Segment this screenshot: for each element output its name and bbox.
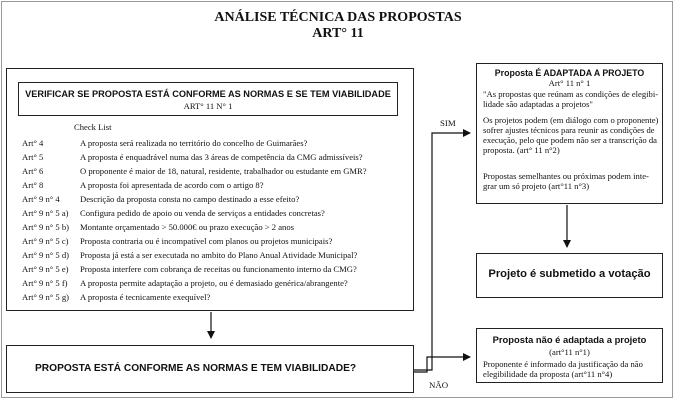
adapted-para1-4: proposta. (art° 11 n°2) xyxy=(483,145,560,155)
verify-container xyxy=(6,68,414,311)
not-adapted-heading: Proposta não é adaptada a projeto xyxy=(492,334,647,345)
checklist-item: Art° 9 n° 5 b) Montante orçamentado > 50.000€ ou prazo execução > 2 anos xyxy=(22,222,294,232)
yes-label: SIM xyxy=(440,118,456,128)
checklist-item: Art° 9 n° 5 f) A proposta permite adaptação a projeto, ou é demasiado genérica/abrangente? xyxy=(22,278,348,288)
checklist-item: Art° 9 n° 5 a) Configura pedido de apoio ou venda de serviços a entidades concretas? xyxy=(22,208,325,218)
checklist-item: Art° 6 O proponente é maior de 18, natural, residente, trabalhador ou estudante em GMR? xyxy=(22,166,367,176)
not-adapted-box xyxy=(476,328,663,383)
verify-heading-box xyxy=(18,82,398,116)
checklist-item: Art° 9 n° 4 Descrição da proposta consta no campo destinado a esse efeito? xyxy=(22,194,300,204)
adapted-quote-2: lidade são adaptadas a projetos" xyxy=(483,99,593,109)
not-adapted-ref: (art°11 n°1) xyxy=(549,347,590,357)
page-title: ANÁLISE TÉCNICA DAS PROPOSTAS xyxy=(214,10,462,25)
checklist-item: Art° 5 A proposta é enquadrável numa das 3 áreas de competência da CMG admissíveis? xyxy=(22,152,363,162)
adapted-para2-1: Propostas semelhantes ou próximas podem inte- xyxy=(483,171,649,181)
adapted-para1-2: sofrer ajustes técnicos para reunir as condições de xyxy=(483,125,655,135)
not-adapted-line-2: elegibilidade da proposta (art°11 n°4) xyxy=(483,369,613,379)
vote-box xyxy=(476,253,663,298)
checklist-label: Check List xyxy=(74,122,112,132)
checklist-item: Art° 8 A proposta foi apresentada de acordo com o artigo 8? xyxy=(22,180,264,190)
adapted-para1-1: Os projetos podem (em diálogo com o proponente) xyxy=(483,115,659,125)
adapted-para2-2: grar um só projeto (art°11 n°3) xyxy=(483,181,590,191)
adapted-para1-3: execução, pelo que podem não ser a transcrição da xyxy=(483,135,657,145)
decision-box xyxy=(6,345,414,393)
decision-question: PROPOSTA ESTÁ CONFORME AS NORMAS E TEM VIABILIDADE? xyxy=(35,363,357,374)
adapted-box xyxy=(476,63,663,204)
checklist-item: Art° 9 n° 5 d) Proposta já está a ser executada no ambito do Plano Anual Atividade Municipal? xyxy=(22,250,358,260)
adapted-heading: Proposta É ADAPTADA A PROJETO xyxy=(494,68,645,78)
page-subtitle: ART° 11 xyxy=(312,26,364,41)
adapted-quote-1: "As propostas que reúnam as condições de elegibi- xyxy=(483,89,659,99)
adapted-ref: Art° 11 n° 1 xyxy=(548,78,591,88)
checklist-item: Art° 9 n° 5 e) Proposta interfere com cobrança de receitas ou funcionamento interno da CMG? xyxy=(22,264,357,274)
not-adapted-line-1: Proponente é informado da justificação da não xyxy=(483,359,643,369)
checklist-item: Art° 9 n° 5 c) Proposta contraria ou é incompatível com planos ou projetos municipais? xyxy=(22,236,333,246)
checklist-item: Art° 4 A proposta será realizada no território do concelho de Guimarães? xyxy=(22,138,308,148)
no-label: NÃO xyxy=(429,380,449,390)
verify-ref: ART° 11 N° 1 xyxy=(183,101,233,111)
arrow-yes xyxy=(414,133,470,370)
checklist-item: Art° 9 n° 5 g) A proposta é tecnicamente exequível? xyxy=(22,292,211,302)
vote-text: Projeto é submetido a votação xyxy=(488,268,651,280)
verify-heading: VERIFICAR SE PROPOSTA ESTÁ CONFORME AS NORMAS E SE TEM VIABILIDADE xyxy=(25,89,391,99)
